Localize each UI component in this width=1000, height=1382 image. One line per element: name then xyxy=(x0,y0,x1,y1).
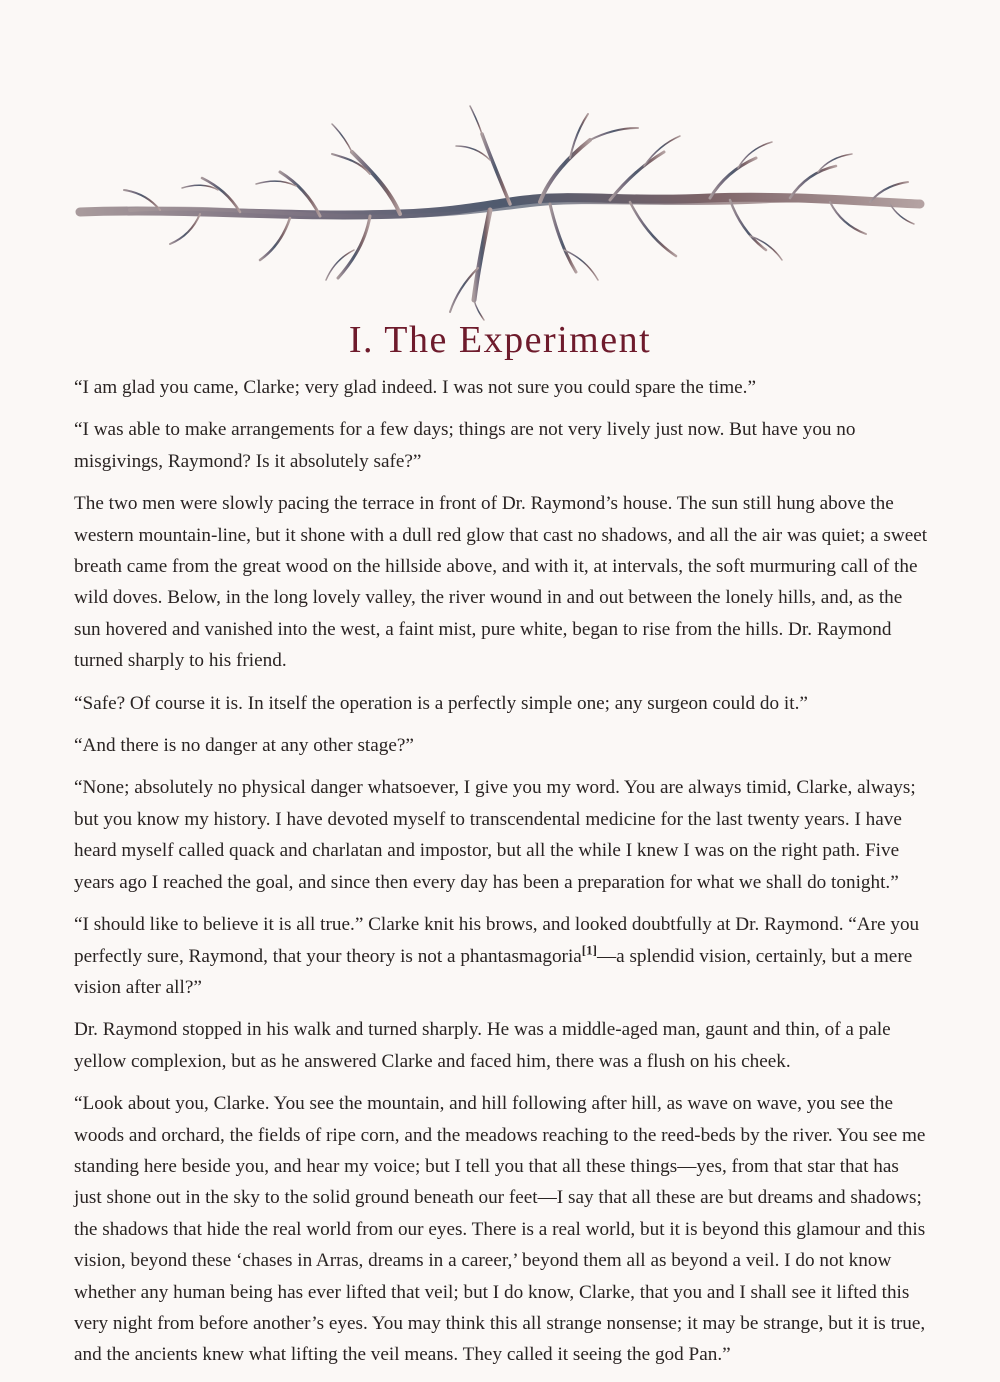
paragraph-text: “I should like to believe it is all true.” Clarke knit his brows, and looked doubtfully at Dr. Raymond. “Are you perfectly sure, Raymond, that your theory is not a phantasmagoria xyxy=(74,914,920,967)
paragraph: “Look about you, Clarke. You see the mountain, and hill following after hill, as wave on wave, you see the woods and orchard, the fields of ripe corn, and the meadows reaching to the reed-beds by the river. You see me standing here beside you, and hear my voice; but I tell you that all these things—yes, from that star that has just shone out in the sky to the solid ground beneath our feet—I say that all these are but dreams and shadows; the shadows that hide the real world from our eyes. There is a real world, but it is beyond this glamour and this vision, beyond these ‘chases in Arras, dreams in a career,’ beyond them all as beyond a veil. I do not know whether any human being has ever lifted that veil; but I do know, Clarke, that you and I shall see it lifted this very night from before another’s eyes. You may think this all strange nonsense; it may be strange, but it is true, and the ancients knew what lifting the veil means. They called it seeing the god Pan.” xyxy=(74,1093,926,1366)
paragraph: The two men were slowly pacing the terrace in front of Dr. Raymond’s house. The sun still hung above the western mountain-line, but it shone with a dull red glow that cast no shadows, and all the air was quiet; a sweet breath came from the great wood on the hillside above, and with it, at intervals, the soft murmuring call of the wild doves. Below, in the long lovely valley, the river wound in and out between the lonely hills, and, as the sun hovered and vanished into the west, a faint mist, pure white, began to rise from the hills. Dr. Raymond turned sharply to his friend. xyxy=(74,493,928,672)
paragraph: “Safe? Of course it is. In itself the operation is a perfectly simple one; any surgeon could do it.” xyxy=(74,692,808,714)
chapter-body xyxy=(74,372,930,1382)
tree-branches-ornament-icon xyxy=(70,100,930,325)
paragraph: “None; absolutely no physical danger whatsoever, I give you my word. You are always timid, Clarke, always; but you know my history. I have devoted myself to transcendental medicine for the last twenty years. I have heard myself called quack and charlatan and impostor, but all the while I knew I was on the right path. Five years ago I reached the goal, and since then every day has been a preparation for what we shall do tonight.” xyxy=(74,777,916,893)
paragraph xyxy=(74,909,930,1003)
paragraph: “And there is no danger at any other stage?” xyxy=(74,735,414,757)
paragraph: Dr. Raymond stopped in his walk and turned sharply. He was a middle-aged man, gaunt and thin, of a pale yellow complexion, but as he answered Clarke and faced him, there was a flush on his cheek. xyxy=(74,1019,891,1072)
paragraph-text: —a splendid vision, certainly, but a mere vision after all?” xyxy=(74,945,913,998)
footnote-link[interactable]: [1] xyxy=(581,942,597,958)
paragraph: “I am glad you came, Clarke; very glad indeed. I was not sure you could spare the time.” xyxy=(74,377,756,398)
paragraph: “I was able to make arrangements for a few days; things are not very lively just now. But have you no misgivings, Raymond? Is it absolutely safe?” xyxy=(74,419,856,472)
chapter-title: I. The Experiment xyxy=(348,319,652,361)
